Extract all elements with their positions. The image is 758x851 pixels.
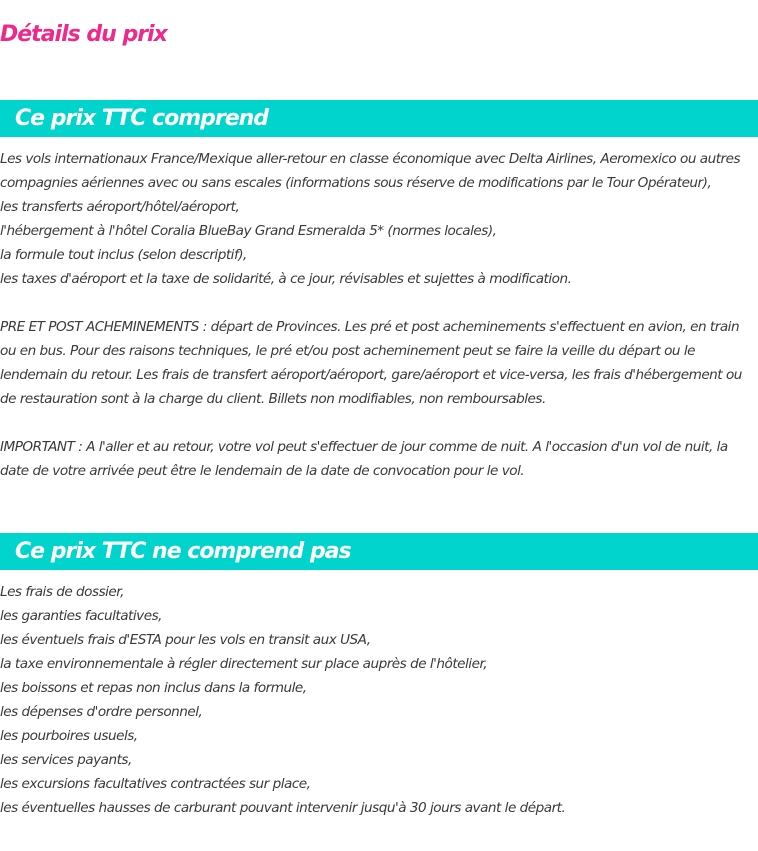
excludes-item: les boissons et repas non inclus dans la formule, — [0, 680, 307, 696]
includes-content — [0, 147, 758, 483]
excludes-item: les éventuelles hausses de carburant pouvant intervenir jusqu'à 30 jours avant le départ. — [0, 800, 566, 816]
excludes-item: les garanties facultatives, — [0, 608, 162, 624]
includes-heading: Ce prix TTC comprend — [15, 106, 269, 131]
excludes-content — [0, 580, 758, 820]
excludes-item: les services payants, — [0, 752, 132, 768]
includes-item: l'hébergement à l'hôtel Coralia BlueBay Grand Esmeralda 5* (normes locales), — [0, 223, 497, 239]
includes-header — [0, 100, 758, 137]
excludes-item: les éventuels frais d'ESTA pour les vols en transit aux USA, — [0, 632, 371, 648]
page-title: Détails du prix — [0, 22, 167, 47]
includes-item: les transferts aéroport/hôtel/aéroport, — [0, 199, 240, 215]
excludes-item: Les frais de dossier, — [0, 584, 124, 600]
excludes-item: les excursions facultatives contractées sur place, — [0, 776, 311, 792]
excludes-item: les pourboires usuels, — [0, 728, 138, 744]
excludes-heading: Ce prix TTC ne comprend pas — [15, 539, 351, 564]
spacer — [0, 411, 758, 435]
includes-item: les taxes d'aéroport et la taxe de solidarité, à ce jour, révisables et sujettes à modification. — [0, 271, 572, 287]
includes-item: Les vols internationaux France/Mexique aller-retour en classe économique avec Delta Airlines, Aeromexico ou autres compagnies aériennes avec ou sans escales (informations sous réserve de modifications par le Tour Opérateur), — [0, 151, 741, 191]
excludes-item: les dépenses d'ordre personnel, — [0, 704, 203, 720]
excludes-item: la taxe environnementale à régler directement sur place auprès de l'hôtelier, — [0, 656, 488, 672]
includes-item: la formule tout inclus (selon descriptif), — [0, 247, 247, 263]
pre-post-paragraph: PRE ET POST ACHEMINEMENTS : départ de Provinces. Les pré et post acheminements s'effectuent en avion, en train ou en bus. Pour des raisons techniques, le pré et/ou post acheminement peut se faire la veille du départ ou le lendemain du retour. Les frais de transfert aéroport/aéroport, gare/aéroport et vice-versa, les frais d'hébergement ou de restauration sont à la charge du client. Billets non modifiables, non remboursables. — [0, 319, 742, 407]
spacer — [0, 291, 758, 315]
excludes-header — [0, 533, 758, 570]
important-paragraph: IMPORTANT : A l'aller et au retour, votre vol peut s'effectuer de jour comme de nuit. A l'occasion d'un vol de nuit, la date de votre arrivée peut être le lendemain de la date de convocation pour le vol. — [0, 439, 728, 479]
